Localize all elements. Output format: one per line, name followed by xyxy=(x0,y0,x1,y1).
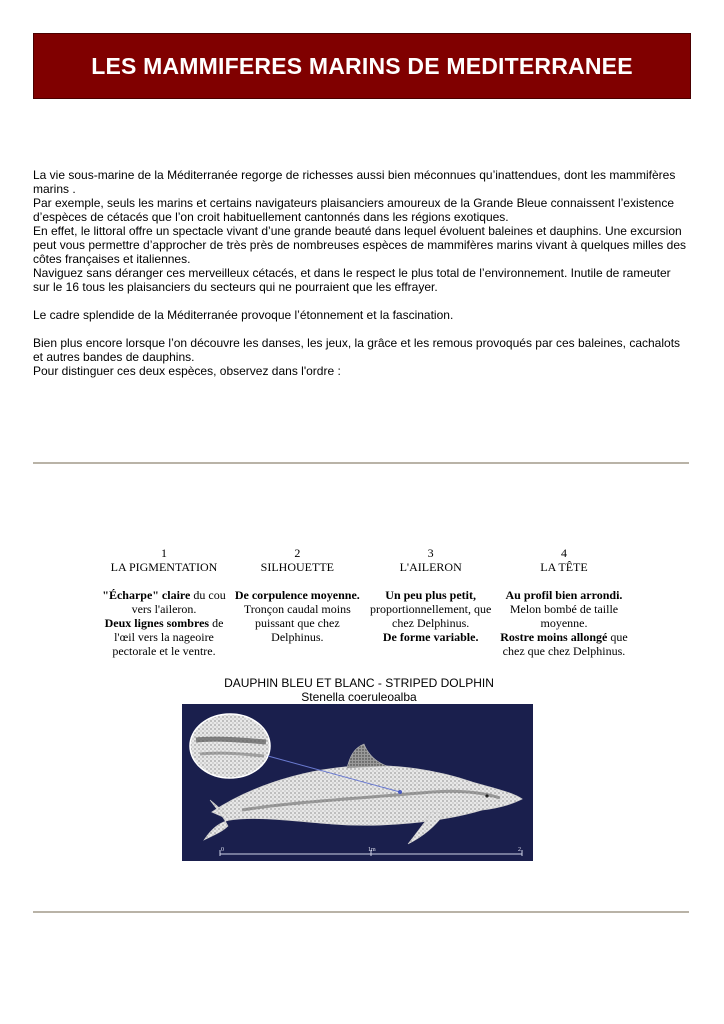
feature-number: 3 xyxy=(427,546,434,560)
dolphin-illustration xyxy=(182,704,533,861)
feature-bold: Deux lignes sombres xyxy=(104,616,210,630)
feature-bold: "Écharpe" claire xyxy=(102,588,191,602)
divider-top xyxy=(33,462,689,464)
feature-column-tete xyxy=(500,546,628,658)
feature-bold: De corpulence moyenne. xyxy=(234,588,360,602)
zoom-inset xyxy=(190,714,270,778)
species-common-name: DAUPHIN BLEU ET BLANC - STRIPED DOLPHIN xyxy=(224,676,494,690)
feature-text: Tronçon caudal moins puissant que chez Delphinus. xyxy=(243,602,351,644)
feature-title: SILHOUETTE xyxy=(260,560,334,574)
feature-title: LA PIGMENTATION xyxy=(110,560,218,574)
scale-label-mid: 1m xyxy=(368,847,376,853)
feature-text: que chez que chez Delphinus. xyxy=(502,630,628,658)
feature-number: 4 xyxy=(560,546,567,560)
scale-label-end: 2 xyxy=(518,847,521,853)
dolphin-drawing xyxy=(182,704,533,861)
feature-text: du cou vers l'aileron. xyxy=(131,588,226,616)
feature-text: Melon bombé de taille moyenne. xyxy=(509,602,619,630)
intro-paragraph-3a: Bien plus encore lorsque l’on découvre les danses, les jeux, la grâce et les remous provoqués par ces baleines, cachalots et autres bandes de dauphins. xyxy=(33,336,681,364)
feature-text: de l'œil vers la nageoire pectorale et le ventre. xyxy=(112,616,224,658)
feature-column-aileron xyxy=(367,546,495,658)
dolphin-dorsal-fin xyxy=(347,744,387,768)
intro-text xyxy=(33,168,689,378)
feature-column-silhouette xyxy=(233,546,361,658)
figure-caption xyxy=(183,676,535,704)
feature-bold: Au profil bien arrondi. xyxy=(505,588,623,602)
feature-title: L'AILERON xyxy=(399,560,462,574)
intro-paragraph-1a: La vie sous-marine de la Méditerranée regorge de richesses aussi bien méconnues qu’inattendues, dont les mammifères marins . xyxy=(33,168,676,196)
feature-column-pigmentation xyxy=(100,546,228,658)
feature-bold: De forme variable. xyxy=(382,630,479,644)
intro-paragraph-1d: Naviguez sans déranger ces merveilleux cétacés, et dans le respect le plus total de l’environnement. Inutile de rameuter sur le 16 tous les plaisanciers du secteurs qui ne pourraient que les effrayer. xyxy=(33,266,671,294)
intro-paragraph-1b: Par exemple, seuls les marins et certains navigateurs plaisanciers amoureux de la Grande Bleue connaissent l’existence d’espèces de cétacés que l’on croit habituellement cantonnés dans les régions exotiques. xyxy=(33,196,674,224)
page-title: LES MAMMIFERES MARINS DE MEDITERRANEE xyxy=(91,52,633,79)
species-scientific-name: Stenella coeruleoalba xyxy=(301,690,417,704)
feature-title: LA TÊTE xyxy=(540,560,588,574)
feature-number: 1 xyxy=(161,546,167,560)
divider-bottom xyxy=(33,911,689,913)
feature-bold: Un peu plus petit, xyxy=(385,588,476,602)
dolphin-eye xyxy=(485,794,488,797)
feature-columns xyxy=(100,546,628,658)
dolphin-body-shape xyxy=(212,766,522,826)
title-banner xyxy=(33,33,691,99)
intro-paragraph-3b: Pour distinguer ces deux espèces, observez dans l'ordre : xyxy=(33,364,341,378)
intro-paragraph-1c: En effet, le littoral offre un spectacle vivant d’une grande beauté dans lequel évoluent baleines et dauphins. Une excursion peut vous permettre d’approcher de très près de nombreuses espèces de mammifères marins vivant à quelques milles des côtes françaises et italiennes. xyxy=(33,224,686,266)
scale-label-start: 0 xyxy=(221,847,224,853)
intro-paragraph-2: Le cadre splendide de la Méditerranée provoque l’étonnement et la fascination. xyxy=(33,308,454,322)
feature-number: 2 xyxy=(294,546,301,560)
feature-bold: Rostre moins allongé xyxy=(500,630,608,644)
feature-text: proportionnellement, que chez Delphinus. xyxy=(370,602,492,630)
